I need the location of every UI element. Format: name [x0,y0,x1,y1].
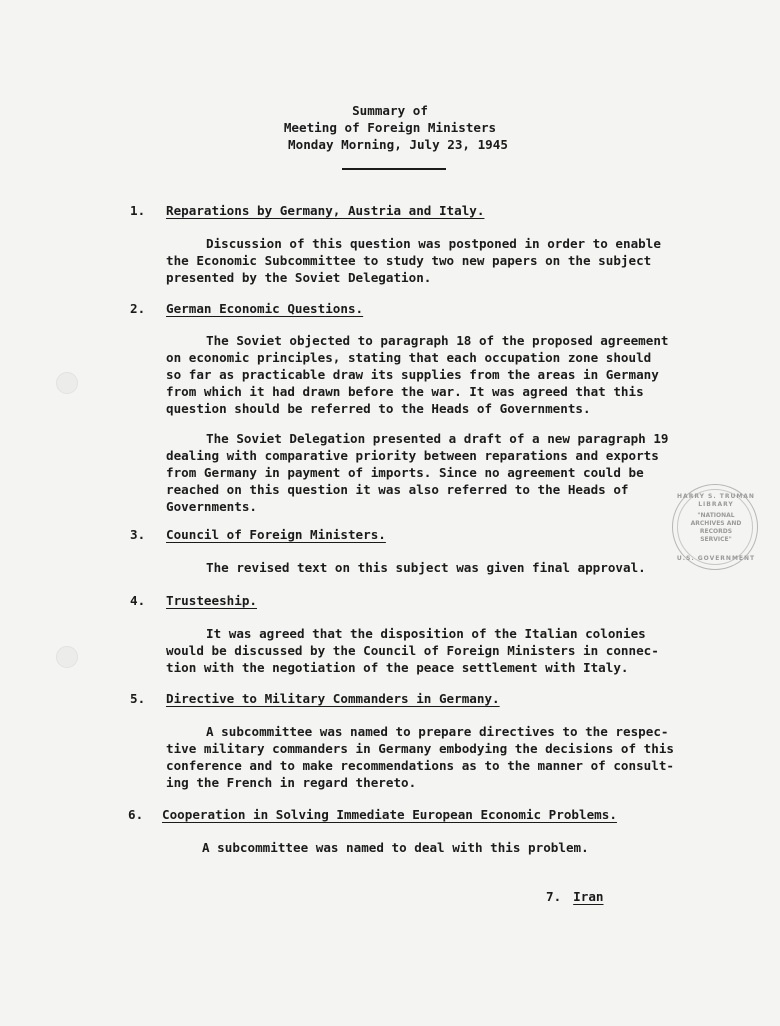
agenda-item-7 [546,888,604,905]
paragraph-line: A subcommittee was named to deal with this problem. [202,840,589,855]
item-paragraph [166,559,686,576]
stamp-top-text: HARRY S. TRUMAN LIBRARY [677,493,755,508]
item-number: 1. [130,203,146,218]
item-title: Trusteeship. [166,593,257,608]
stamp-middle-text [673,512,759,544]
item-number: 6. [128,807,144,822]
header-divider [342,168,446,170]
paragraph-line: dealing with comparative priority between reparations and exports [166,448,659,463]
archive-stamp [672,484,758,570]
paragraph-line: so far as practicable draw its supplies from the areas in Germany [166,367,659,382]
paragraph-line: The revised text on this subject was given final approval. [206,560,646,575]
item-number: 2. [130,301,146,316]
paragraph-line: would be discussed by the Council of Foreign Ministers in connec- [166,643,659,658]
item-title: Directive to Military Commanders in Germany. [166,691,500,706]
item-paragraph [166,235,686,286]
paragraph-line: reached on this question it was also referred to the Heads of [166,482,629,497]
paragraph-line: on economic principles, stating that each occupation zone should [166,350,652,365]
paragraph-line: Governments. [166,499,257,514]
stamp-line: ARCHIVES AND [690,520,742,527]
paragraph-line: from Germany in payment of imports. Since no agreement could be [166,465,644,480]
paragraph-line: tion with the negotiation of the peace settlement with Italy. [166,660,629,675]
paragraph-line: ing the French in regard thereto. [166,775,417,790]
paragraph-line: The Soviet objected to paragraph 18 of the proposed agreement [206,333,669,348]
item-number: 7. [546,889,562,904]
paragraph-line: presented by the Soviet Delegation. [166,270,432,285]
paragraph-line: It was agreed that the disposition of the Italian colonies [206,626,646,641]
header-line-3: Monday Morning, July 23, 1945 [288,137,508,152]
item-paragraph [166,332,686,417]
item-number: 5. [130,691,146,706]
item-title: Cooperation in Solving Immediate European Economic Problems. [162,807,617,822]
item-paragraph [166,430,686,515]
paragraph-line: question should be referred to the Heads of Governments. [166,401,591,416]
item-title: German Economic Questions. [166,301,364,316]
header-line-2: Meeting of Foreign Ministers [283,120,497,135]
item-title: Council of Foreign Ministers. [166,527,386,542]
item-number: 3. [130,527,146,542]
paragraph-line: the Economic Subcommittee to study two new papers on the subject [166,253,652,268]
item-number: 4. [130,593,146,608]
stamp-line: "NATIONAL [697,512,735,519]
item-paragraph [162,839,682,856]
item-title: Iran [573,889,604,904]
stamp-bottom-text: U.S. GOVERNMENT [676,555,756,562]
paragraph-line: The Soviet Delegation presented a draft of a new paragraph 19 [206,431,669,446]
paragraph-line: Discussion of this question was postponed in order to enable [206,236,661,251]
punch-hole [56,646,78,668]
item-title: Reparations by Germany, Austria and Italy. [166,203,485,218]
paragraph-line: conference and to make recommendations as to the manner of consult- [166,758,674,773]
punch-hole [56,372,78,394]
paragraph-line: tive military commanders in Germany embodying the decisions of this [166,741,674,756]
stamp-line: RECORDS [699,528,733,535]
document-header [0,102,780,153]
item-paragraph [166,723,686,791]
header-line-1: Summary of [352,103,428,118]
stamp-line: SERVICE" [700,536,732,543]
item-paragraph [166,625,686,676]
paragraph-line: from which it had drawn before the war. It was agreed that this [166,384,644,399]
paragraph-line: A subcommittee was named to prepare directives to the respec- [206,724,669,739]
